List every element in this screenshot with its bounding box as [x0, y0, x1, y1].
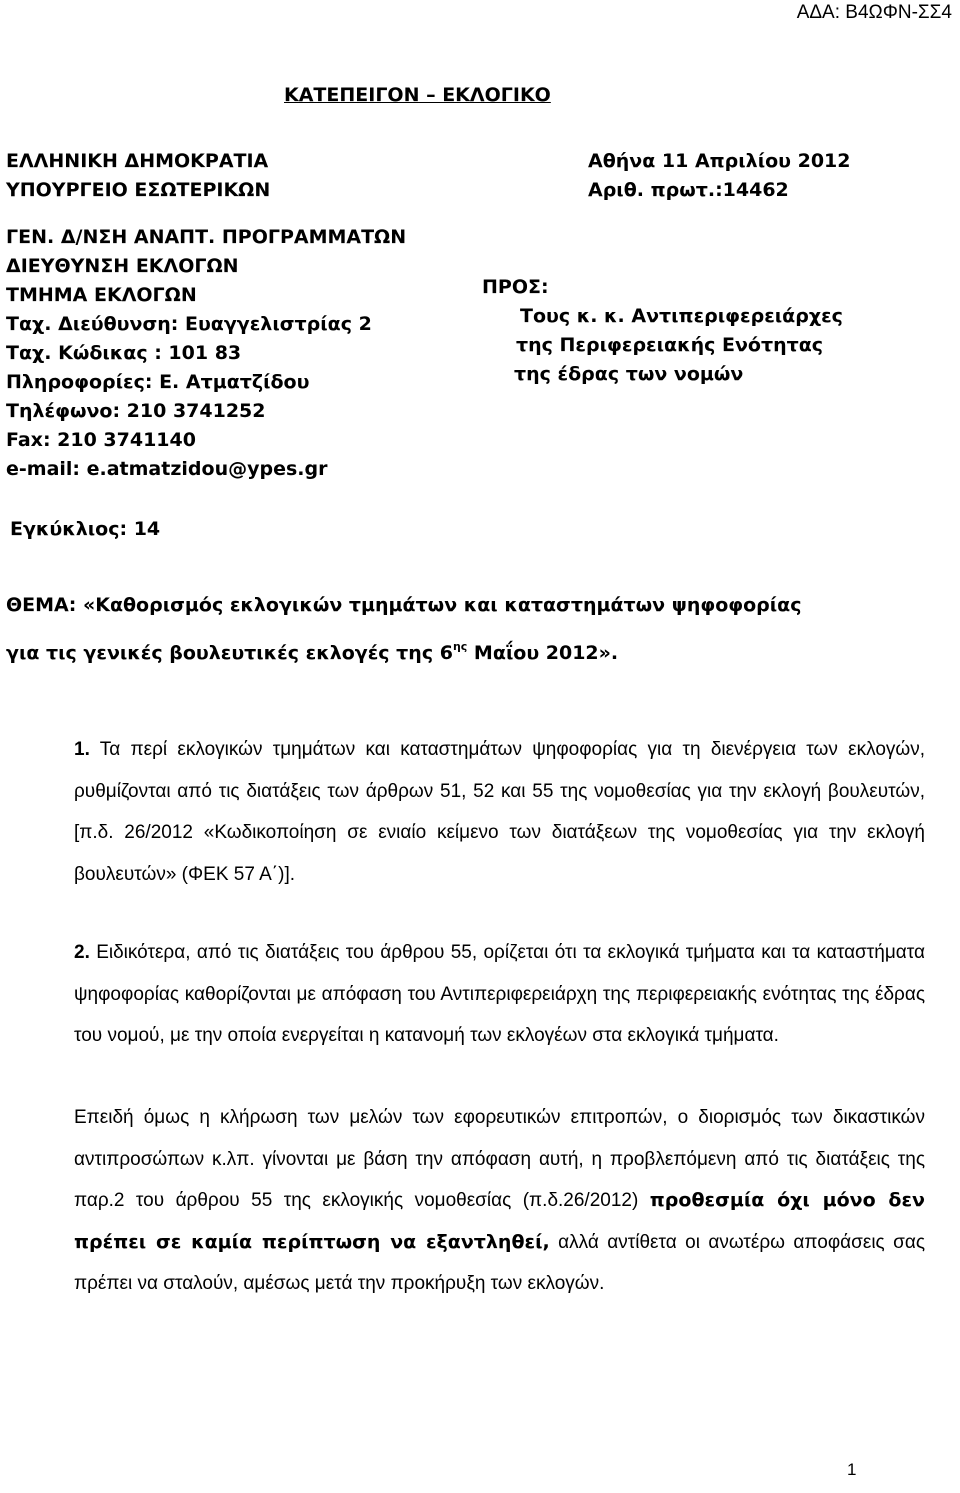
- circular-number: Εγκύκλιος: 14: [10, 518, 161, 540]
- sender-line: ΔΙΕΥΘΥΝΣΗ ΕΚΛΟΓΩΝ: [6, 255, 239, 277]
- paragraph-number: 2.: [74, 942, 90, 963]
- paragraph-2: [6, 932, 925, 1057]
- sender-line: Ταχ. Διεύθυνση: Ευαγγελιστρίας 2: [6, 313, 372, 335]
- protocol-number: Αριθ. πρωτ.:14462: [588, 179, 789, 201]
- subject-text: Μαΐου 2012».: [467, 642, 619, 664]
- subject-line-1: ΘΕΜΑ: «Καθορισμός εκλογικών τμημάτων και καταστημάτων ψηφοφορίας: [6, 594, 802, 616]
- paragraph-text: αλλά αντίθετα οι ανωτέρω αποφάσεις σας πρέπει να σταλούν, αμέσως μετά την προκήρυξη των εκλογών.: [74, 1231, 925, 1294]
- subject-text: για τις γενικές βουλευτικές εκλογές της 6: [6, 642, 453, 664]
- sender-line: ΤΜΗΜΑ ΕΚΛΟΓΩΝ: [6, 284, 197, 306]
- subject-line-2: [6, 626, 802, 674]
- ada-code: ΑΔΑ: Β4ΩΦΝ-ΣΣ4: [796, 2, 952, 23]
- paragraph-3: [6, 1097, 925, 1305]
- sender-line: Fax: 210 3741140: [6, 429, 196, 451]
- recipient-block: [482, 273, 843, 389]
- recipient-line: Τους κ. κ. Αντιπεριφερειάρχες: [520, 305, 843, 327]
- document-date: Αθήνα 11 Απριλίου 2012: [588, 150, 851, 172]
- urgent-heading: ΚΑΤΕΠΕΙΓΟΝ – ΕΚΛΟΓΙΚΟ: [284, 84, 551, 106]
- page-number: 1: [847, 1460, 857, 1479]
- emphasized-text: προθεσμία όχι μόνο δεν πρέπει σε καμία περίπτωση να εξαντληθεί,: [74, 1189, 925, 1253]
- sender-line: Τηλέφωνο: 210 3741252: [6, 400, 266, 422]
- ministry-name: ΥΠΟΥΡΓΕΙΟ ΕΣΩΤΕΡΙΚΩΝ: [6, 179, 271, 201]
- recipient-label: ΠΡΟΣ:: [482, 276, 549, 298]
- recipient-line: της έδρας των νομών: [514, 363, 744, 385]
- country-name: ΕΛΛΗΝΙΚΗ ΔΗΜΟΚΡΑΤΙΑ: [6, 150, 269, 172]
- paragraph-text: Τα περί εκλογικών τμημάτων και καταστημάτων ψηφοφορίας για τη διενέργεια των εκλογών, ρυθμίζονται από τις διατάξεις των άρθρων 51, 52 και 55 της νομοθεσίας για την εκλογή βουλευτών,[π.δ. 26/2012 «Κωδικοποίηση σε ενιαίο κείμενο των διατάξεων της νομοθεσίας για την εκλογή βουλευτών» (ΦΕΚ 57 Α΄)].: [74, 739, 925, 885]
- sender-email: e-mail: e.atmatzidou@ypes.gr: [6, 458, 328, 480]
- paragraph-number: 1.: [74, 739, 90, 760]
- sender-line: Ταχ. Κώδικας : 101 83: [6, 342, 242, 364]
- sender-line: ΓΕΝ. Δ/ΝΣΗ ΑΝΑΠΤ. ΠΡΟΓΡΑΜΜΑΤΩΝ: [6, 226, 407, 248]
- paragraph-text: Επειδή όμως η κλήρωση των μελών των εφορευτικών επιτροπών, ο διορισμός των δικαστικών αντιπροσώπων κ.λπ. γίνονται με βάση την απόφαση αυτή, η προβλεπόμενη από τις διατάξεις της παρ.2 του άρθρου 55 της εκλογικής νομοθεσίας (π.δ.26/2012): [74, 1107, 925, 1211]
- subject-block: [6, 584, 802, 674]
- sender-line: Πληροφορίες: Ε. Ατματζίδου: [6, 371, 310, 393]
- paragraph-1: [6, 729, 925, 895]
- recipient-line: της Περιφερειακής Ενότητας: [516, 334, 824, 356]
- header-right: [588, 147, 851, 205]
- paragraph-text: Ειδικότερα, από τις διατάξεις του άρθρου 55, ορίζεται ότι τα εκλογικά τμήματα και τα καταστήματα ψηφοφορίας καθορίζονται με απόφαση του Αντιπεριφερειάρχη της περιφερειακής ενότητας της έδρας του νομού, με την οποία ενεργείται η κατανομή των εκλογέων στα εκλογικά τμήματα.: [74, 942, 925, 1046]
- sender-block: [6, 223, 406, 484]
- subject-superscript: ης: [452, 640, 468, 653]
- header-left: [6, 147, 270, 205]
